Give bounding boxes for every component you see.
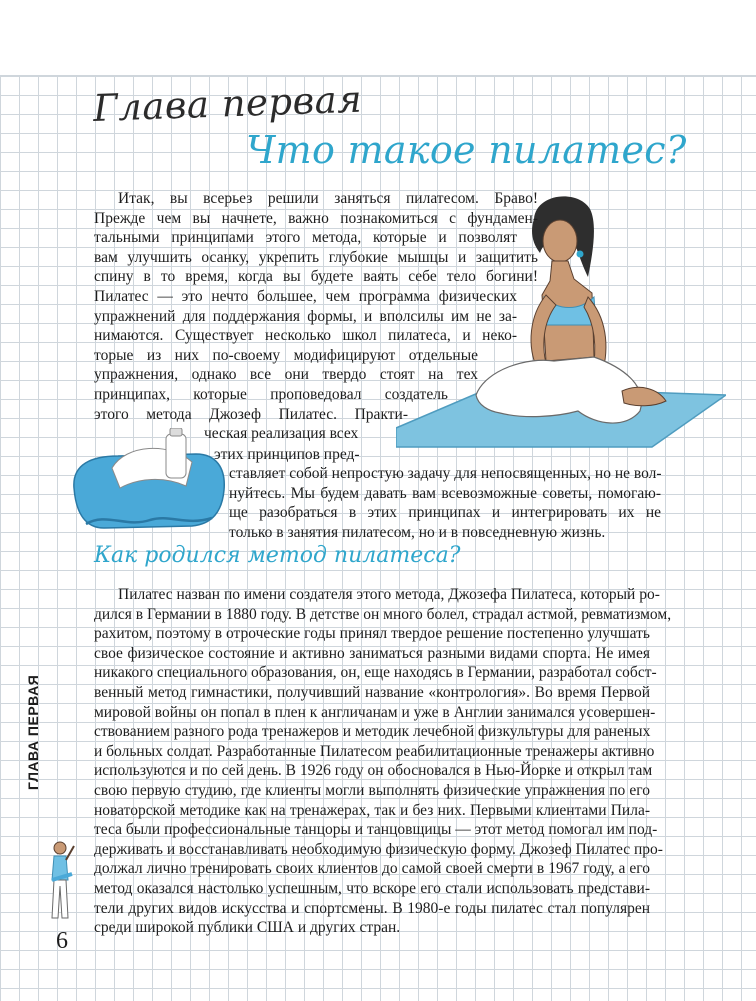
intro-line: Прежде чем вы начнете, важно познакомиться с фундамен-: [94, 209, 538, 227]
body-line: держивать и восстанавливать необходимую физическую форму. Джозеф Пилатес про-: [94, 840, 663, 858]
intro-line: ческая реализация всех: [204, 425, 359, 442]
sidebar-figure-icon: [46, 840, 76, 922]
page-title: Что такое пилатес?: [246, 128, 687, 172]
intro-line: упражнения, однако все они твердо стоят на тех: [94, 366, 478, 384]
body-line: Пилатес назван по имени создателя этого метода, Джозефа Пилатеса, который ро-: [118, 586, 660, 603]
intro-line: торые из них по-своему модифицируют отдельные: [94, 346, 478, 364]
intro-line: принципах, которые проповедовал создатель: [94, 385, 448, 403]
body-line: теса были профессиональные танцоры и танцовщицы — этот метод помогал им под-: [94, 821, 658, 839]
body-line: свое физическое состояние и активно заниматься разными видами спорта. Не имея: [94, 644, 650, 662]
body-line: ствованием разного рода тренажеров и методик лечебной физкультуры для раненых: [94, 723, 651, 741]
intro-line: только в занятия пилатесом, но и в повседневную жизнь.: [229, 523, 606, 541]
section-body: [94, 585, 672, 938]
body-line: метод оказался настолько успешным, что вскоре его стали использовать представи-: [94, 879, 650, 897]
page-number: 6: [56, 928, 68, 954]
intro-paragraph-continued: [94, 424, 359, 444]
intro-paragraph: [94, 189, 538, 424]
intro-line: вам улучшить осанку, укрепить глубокие мышцы и защитить: [94, 248, 538, 266]
body-line: должал лично тренировать своих клиентов до самой своей смерти в 1967 году, а его: [94, 860, 650, 878]
body-line: рахитом, поэтому в отроческие годы принял твердое решение постепенно улучшать: [94, 625, 650, 643]
intro-line: нимаются. Существует несколько школ пилатеса, и неко-: [94, 327, 517, 345]
earring: [577, 251, 584, 258]
body-line: дился в Германии в 1880 году. В детстве он много болел, страдал астмой, ревматизмом,: [94, 605, 672, 623]
body-line: среди широкой публики США и других стран.: [94, 919, 401, 937]
body-line: используются и по сей день. В 1926 году он обосновался в Нью-Йорке и открыл там: [94, 762, 653, 780]
intro-line: ще разобраться в этих принципах и интегрировать их не: [229, 504, 661, 522]
intro-line: Итак, вы всерьез решили заняться пилатесом. Браво!: [118, 190, 538, 207]
intro-paragraph-continued: [144, 464, 661, 542]
body-line: новаторской методике как на тренажерах, так и без них. Первыми клиентами Пила-: [94, 801, 650, 819]
body-line: и больных солдат. Разработанные Пилатесом реабилитационные тренажеры активно: [94, 742, 655, 760]
intro-line: этих принципов пред-: [214, 446, 360, 463]
intro-line: тальными принципами этого метода, которые и позволят: [94, 229, 517, 247]
body-line: никакого специального образования, он, еще находясь в Германии, разработал собст-: [94, 664, 657, 682]
intro-line: ставляет собой непростую задачу для непосвященных, но не вол-: [229, 465, 662, 482]
intro-paragraph-continued: [114, 445, 360, 465]
page-top-margin: [0, 0, 756, 76]
woman-foot: [622, 387, 666, 405]
chapter-label: Глава первая: [92, 77, 363, 130]
body-line: свою первую студию, где клиенты могли выполнять физические упражнения по его: [94, 781, 650, 799]
body-line: тели других видов искусства и спортсмены. В 1980-е годы пилатес стал популярен: [94, 899, 650, 917]
intro-line: нуйтесь. Мы будем давать вам всевозможные советы, помогаю-: [229, 484, 661, 502]
woman-face: [543, 220, 577, 262]
intro-line: упражнений для поддержания формы, и вполсилы им не за-: [94, 307, 517, 325]
intro-line: Пилатес — это нечто большее, чем программа физических: [94, 287, 517, 305]
sidebar-chapter-title: ГЛАВА ПЕРВАЯ: [25, 674, 41, 790]
body-line: мировой войны он попал в плен к англичанам и уже в Англии занимался усовершен-: [94, 703, 656, 721]
body-line: венный метод гимнастики, получивший название «контрология». Во время Первой: [94, 683, 650, 701]
intro-line: этого метода Джозеф Пилатес. Практи-: [94, 405, 408, 423]
section-heading: Как родился метод пилатеса?: [94, 543, 461, 568]
page-edge-line: [0, 75, 756, 76]
intro-line: спину в то время, когда вы будете ваять себе тело богини!: [94, 268, 538, 286]
